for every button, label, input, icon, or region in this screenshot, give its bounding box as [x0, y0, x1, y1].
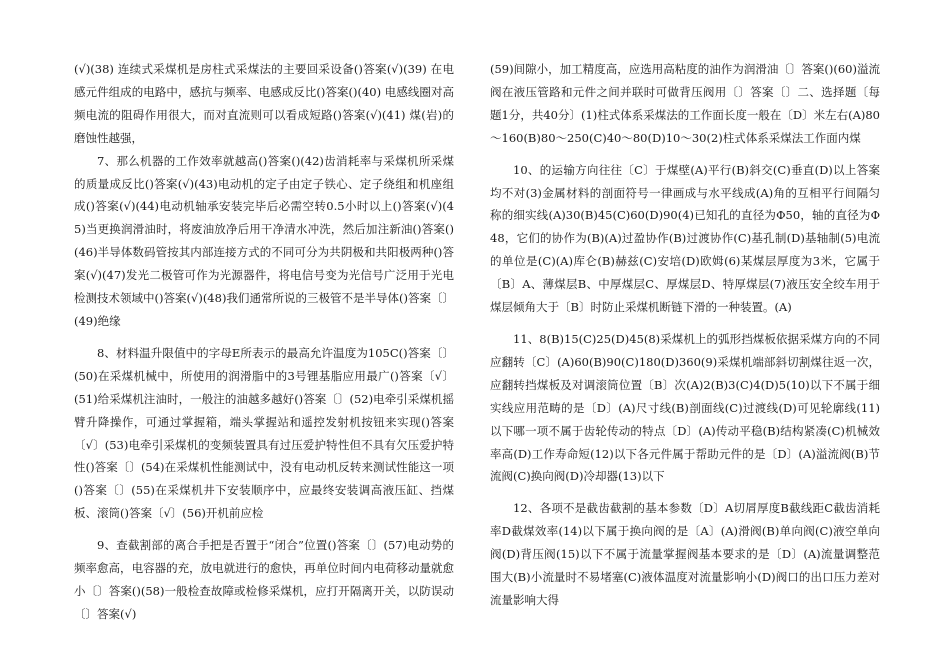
paragraph: 10、的运输方向往往〔C〕于煤壁(A)平行(B)斜交(C)垂直(D)以上答案均不对(3)金属材料的剖面符号一律画成与水平线成(A)角的互相平行间隔匀称的细实线(A)30(B)45(C)60(D)90(4)已知孔的直径为Φ50，轴的直径为Φ48，它们的协作为(B)(A)过盈协作(B)过渡协作(C)基孔制(D)基轴制(5)电流的单位是(C)(A)库仑(B)赫兹(C)安培(D)欧姆(6)某煤层厚度为3米，它属于〔B〕A、薄煤层B、中厚煤层C、厚煤层D、特厚煤层(7)液压安全绞车用于煤层倾角大于〔B〕时防止采煤机断链下滑的一种装置。(A)	[490, 162, 880, 315]
paragraph: (59)间隙小，加工精度高，应选用高粘度的油作为润滑油〔〕答案()(60)溢流阀在液压管路和元件之间并联时可做背压阀用〔〕答案〔〕二、选择题〔每题1分，共40分〕(1)柱式体系采煤法的工作面长度一般在〔D〕米左右(A)80～160(B)80～250(C)40～80(D)10～30(2)柱式体系采煤法工作面内煤	[490, 62, 880, 145]
paragraph: 12、各项不是截齿截割的基本参数〔D〕A切屑厚度B截线距C截齿消耗率D截煤效率(14)以下属于换向阀的是〔A〕(A)滑阀(B)单向阀(C)液空单向阀(D)背压阀(15)以下不属于流量掌握阀基本要求的是〔D〕(A)流量调整范围大(B)小流量时不易堵塞(C)液体温度对流量影响小(D)阀口的出口压力差对流量影响大得	[490, 501, 880, 607]
right-column	[490, 58, 880, 612]
paragraph: 11、8(B)15(C)25(D)45(8)采煤机上的弧形挡煤板依据采煤方向的不同应翻转〔C〕(A)60(B)90(C)180(D)360(9)采煤机端部斜切割煤往返一次，应翻转挡煤板及对调滚筒位置〔B〕次(A)2(B)3(C)4(D)5(10)以下不属于细实线应用范畴的是〔D〕(A)尺寸线(B)剖面线(C)过渡线(D)可见轮廓线(11)以下哪一项不属于齿轮传动的特点〔D〕(A)传动平稳(B)结构紧凑(C)机械效率高(D)工作寿命短(12)以下各元件属于帮助元件的是〔D〕(A)溢流阀(B)节流阀(C)换向阀(D)冷却器(13)以下	[490, 331, 880, 484]
paragraph: 8、材料温升限值中的字母E所表示的最高允许温度为105C()答案〔〕(50)在采煤机械中，所使用的润滑脂中的3号锂基脂应用最广()答案〔√〕(51)给采煤机注油时，一般注的油越多越好()答案〔〕(52)电牵引采煤机摇臂升降操作，可通过掌握箱，端头掌握站和遥控发射机按钮来实现()答案〔√〕(53)电牵引采煤机的变频装置具有过压爱护特性但不具有欠压爱护特性()答案〔〕(54)在采煤机性能测试中，没有电动机反转来测试性能这一项()答案〔〕(55)在采煤机井下安装顺序中，应最终安装调高液压缸、挡煤板、滚筒()答案〔√〕(56)开机前应检	[74, 345, 454, 521]
left-column	[74, 58, 454, 626]
paragraph: 7、那么机器的工作效率就越高()答案()(42)齿消耗率与采煤机所采煤的质量成反比()答案(√)(43)电动机的定子由定子铁心、定子绕组和机座组成()答案(√)(44)电动机轴承安装完毕后必需空转0.5小时以上()答案(√)(45)当更换润滑油时，将废油放净后用干净清水冲洗，然后加注新油()答案()(46)半导体数码管按其内部连接方式的不同可分为共阴极和共阳极两种()答案(√)(47)发光二极管可作为光源器件，将电信号变为光信号广泛用于光电检测技术领域中()答案(√)(48)我们通常所说的三极管不是半导体()答案〔〕(49)绝缘	[74, 153, 454, 328]
paragraph: 9、查截割部的离合手把是否置于“闭合”位置()答案〔〕(57)电动势的频率愈高，电容器的充，放电就进行的愈快，再单位时间内电荷移动量就愈小〔〕答案()(58)一般检查故障或检修采煤机，应打开隔离开关，以防误动〔〕答案(√)	[74, 538, 454, 621]
paragraph: (√)(38) 连续式采煤机是房柱式采煤法的主要回采设备()答案(√)(39) 在电感元件组成的电路中，感抗与频率、电感成反比()答案()(40) 电感线圈对高频电流的阻碍作用很大，而对直流则可以看成短路()答案(√)(41) 煤(岩)的磨蚀性越强，	[74, 62, 454, 145]
